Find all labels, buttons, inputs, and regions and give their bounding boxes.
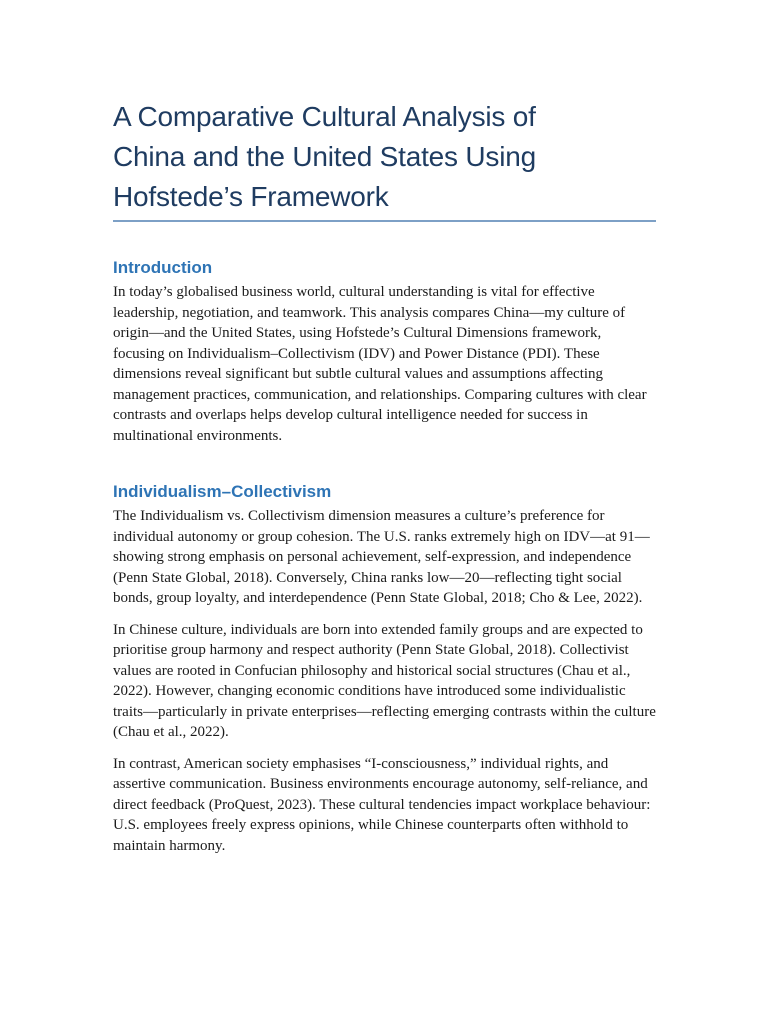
paragraph: In today’s globalised business world, cultural understanding is vital for effective leadership, negotiation, and teamwork. This analysis compares China—my culture of origin—and the United States, using Hofstede’s Cultural Dimensions framework, focusing on Individualism–Collectivism (IDV) and Power Distance (PDI). These dimensions reveal significant but subtle cultural values and assumptions affecting management practices, communication, and relationships. Comparing cultures with clear contrasts and overlaps helps develop cultural intelligence needed for success in multinational environments.: [113, 284, 647, 444]
paragraph: The Individualism vs. Collectivism dimension measures a culture’s preference for individual autonomy or group cohesion. The U.S. ranks extremely high on IDV—at 91—showing strong emphasis on personal achievement, self-expression, and independence (Penn State Global, 2018). Conversely, China ranks low—20—reflecting tight social bonds, group loyalty, and interdependence (Penn State Global, 2018; Cho & Lee, 2022).: [113, 508, 650, 606]
paragraph: In Chinese culture, individuals are born into extended family groups and are expected to prioritise group harmony and respect authority (Penn State Global, 2018). Collectivist values are rooted in Confucian philosophy and historical social structures (Chau et al., 2022). However, changing economic conditions have introduced some individualistic traits—particularly in private enterprises—reflecting emerging contrasts within the culture (Chau et al., 2022).: [113, 621, 656, 740]
title-line-3: Hofstede’s Framework: [113, 181, 389, 212]
section-individualism-collectivism: [113, 481, 656, 856]
document-content: [113, 97, 656, 856]
paragraph: In contrast, American society emphasises “I-consciousness,” individual rights, and assertive communication. Business environments encourage autonomy, self-reliance, and direct feedback (ProQuest, 2023). These cultural tendencies impact workplace behaviour: U.S. employees freely express opinions, while Chinese counterparts often withhold to maintain harmony.: [113, 755, 651, 854]
title-line-1: A Comparative Cultural Analysis of: [113, 101, 536, 132]
title-line-2: China and the United States Using: [113, 141, 536, 172]
section-heading-introduction: Introduction: [113, 258, 213, 277]
section-heading-individualism-collectivism: Individualism–Collectivism: [113, 482, 332, 501]
section-introduction: [113, 257, 656, 446]
document-title: [113, 97, 656, 222]
